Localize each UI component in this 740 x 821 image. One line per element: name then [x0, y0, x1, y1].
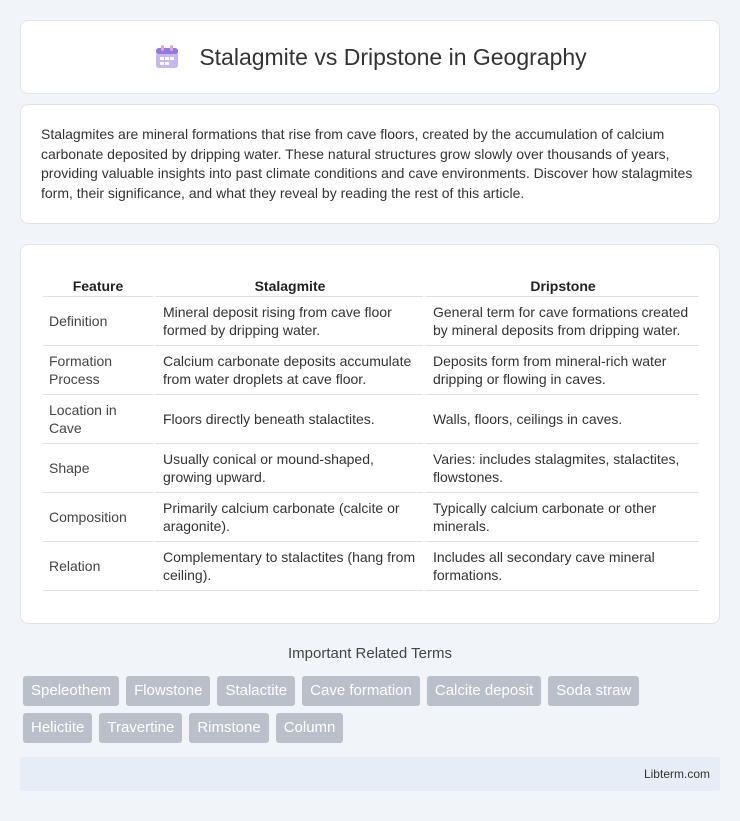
dripstone-cell: Varies: includes stalagmites, stalactites, flowstones. — [423, 444, 699, 493]
dripstone-cell: Walls, floors, ceilings in caves. — [423, 395, 699, 444]
stalagmite-cell: Complementary to stalactites (hang from ceiling). — [153, 542, 423, 591]
header-feature: Feature — [43, 265, 153, 297]
table-row — [43, 395, 699, 444]
tag-helictite[interactable]: Helictite — [23, 713, 92, 743]
stalagmite-cell: Usually conical or mound-shaped, growing upward. — [153, 444, 423, 493]
feature-cell: Formation Process — [43, 346, 153, 395]
related-terms-list — [23, 676, 713, 750]
tag-speleothem[interactable]: Speleothem — [23, 676, 119, 706]
feature-cell: Location in Cave — [43, 395, 153, 444]
header-stalagmite: Stalagmite — [153, 265, 423, 297]
intro-text: Stalagmites are mineral formations that rise from cave floors, created by the accumulation of calcium carbonate deposited by dripping water. These natural structures grow slowly over thousands of years, providing valuable insights into past climate conditions and cave environments. Discover how stalagmites form, their significance, and what they reveal by reading the rest of this article. — [41, 126, 693, 201]
feature-cell: Definition — [43, 297, 153, 346]
stalagmite-cell: Mineral deposit rising from cave floor formed by dripping water. — [153, 297, 423, 346]
intro-card — [20, 104, 720, 224]
table-row — [43, 493, 699, 542]
dripstone-cell: Typically calcium carbonate or other minerals. — [423, 493, 699, 542]
dripstone-cell: Includes all secondary cave mineral formations. — [423, 542, 699, 591]
footer — [20, 757, 720, 791]
feature-cell: Shape — [43, 444, 153, 493]
comparison-card — [20, 244, 720, 624]
table-row — [43, 542, 699, 591]
tag-travertine[interactable]: Travertine — [99, 713, 182, 743]
tag-calcite-deposit[interactable]: Calcite deposit — [427, 676, 541, 706]
tag-cave-formation[interactable]: Cave formation — [302, 676, 420, 706]
tag-soda-straw[interactable]: Soda straw — [548, 676, 639, 706]
stalagmite-cell: Primarily calcium carbonate (calcite or aragonite). — [153, 493, 423, 542]
header-dripstone: Dripstone — [423, 265, 699, 297]
table-header-row — [43, 265, 699, 297]
footer-brand-link[interactable]: Libterm.com — [643, 767, 710, 781]
table-row — [43, 444, 699, 493]
table-row — [43, 297, 699, 346]
stalagmite-cell: Calcium carbonate deposits accumulate from water droplets at cave floor. — [153, 346, 423, 395]
table-row — [43, 346, 699, 395]
page-title: Stalagmite vs Dripstone in Geography — [199, 43, 587, 70]
calendar-icon — [153, 43, 181, 71]
stalagmite-cell: Floors directly beneath stalactites. — [153, 395, 423, 444]
dripstone-cell: General term for cave formations created by mineral deposits from dripping water. — [423, 297, 699, 346]
dripstone-cell: Deposits form from mineral-rich water dripping or flowing in caves. — [423, 346, 699, 395]
feature-cell: Composition — [43, 493, 153, 542]
related-terms-title: Important Related Terms — [288, 645, 452, 662]
tag-flowstone[interactable]: Flowstone — [126, 676, 210, 706]
comparison-table — [43, 265, 699, 591]
tag-stalactite[interactable]: Stalactite — [217, 676, 295, 706]
feature-cell: Relation — [43, 542, 153, 591]
tag-rimstone[interactable]: Rimstone — [189, 713, 268, 743]
tag-column[interactable]: Column — [276, 713, 344, 743]
header-card — [20, 20, 720, 94]
